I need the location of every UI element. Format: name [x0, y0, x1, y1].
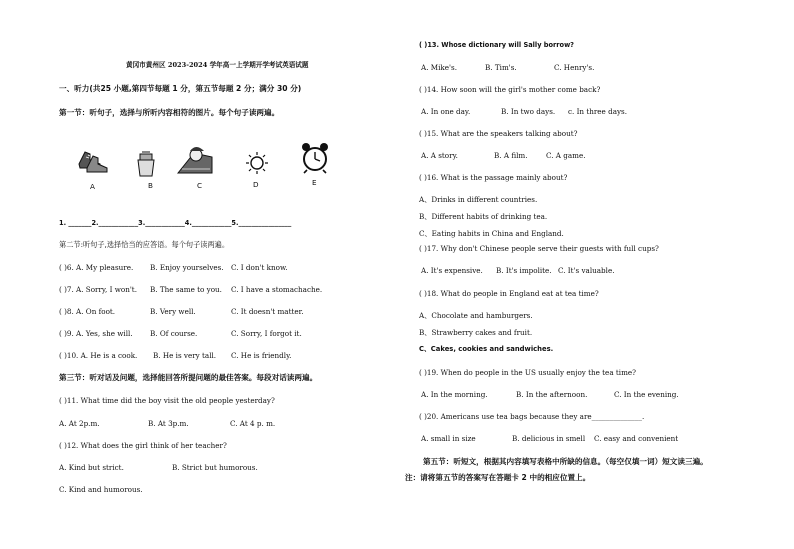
question-11: ( )11. What time did the boy visit the old people yesterday?	[59, 396, 275, 405]
option-17b: B. It's impolite.	[496, 266, 552, 275]
option-12c: C. Kind and humorous.	[59, 485, 143, 494]
shoes-picture	[76, 146, 110, 176]
option-19c: C. In the evening.	[614, 390, 679, 399]
option-6c: C. I don't know.	[231, 263, 288, 272]
option-18c: C、Cakes, cookies and sandwiches.	[419, 345, 554, 353]
option-15b: B. A film.	[494, 151, 528, 160]
option-7b: B. The same to you.	[150, 285, 222, 294]
question-17: ( )17. Why don't Chinese people serve their guests with full cups?	[419, 244, 659, 253]
picture-label-a: A	[90, 182, 95, 191]
option-13c: C. Henry's.	[554, 63, 595, 72]
question-18: ( )18. What do people in England eat at tea time?	[419, 289, 599, 298]
question-10: ( )10. A. He is a cook.	[59, 351, 138, 360]
section5-note: 注：请将第五节的答案写在答题卡 2 中的相应位置上。	[405, 473, 591, 482]
option-20a: A. small in size	[421, 434, 476, 443]
question-16: ( )16. What is the passage mainly about?	[419, 173, 568, 182]
option-8c: C. It doesn't matter.	[231, 307, 304, 316]
picture-label-c: C	[197, 181, 203, 190]
option-15c: C. A game.	[546, 151, 586, 160]
section2-heading: 第二节:听句子,选择恰当的应答语。每个句子读两遍。	[59, 240, 230, 249]
question-15: ( )15. What are the speakers talking about?	[419, 129, 578, 138]
option-16a: A、Drinks in different countries.	[419, 195, 538, 204]
option-17c: C. It's valuable.	[558, 266, 615, 275]
option-19a: A. In the morning.	[421, 390, 488, 399]
option-9b: B. Of course.	[150, 329, 198, 338]
question-8: ( )8. A. On foot.	[59, 307, 116, 316]
option-20c: C. easy and convenient	[594, 434, 679, 443]
picture-label-e: E	[312, 178, 317, 187]
option-14b: B. In two days.	[501, 107, 556, 116]
option-18b: B、Strawberry cakes and fruit.	[419, 328, 533, 337]
option-16c: C、Eating habits in China and England.	[419, 229, 564, 238]
option-17a: A. It's expensive.	[421, 266, 483, 275]
option-19b: B. In the afternoon.	[516, 390, 588, 399]
page-title: 黄冈市黄州区 2023-2024 学年高一上学期开学考试英语试题	[126, 61, 309, 69]
option-14c: c. In three days.	[568, 107, 628, 116]
question-7: ( )7. A. Sorry, I won't.	[59, 285, 137, 294]
option-6b: B. Enjoy yourselves.	[150, 263, 224, 272]
section1-heading: 第一节：听句子，选择与所听内容相符的图片。每个句子读两遍。	[59, 108, 280, 117]
option-14a: A. In one day.	[421, 107, 471, 116]
question-14: ( )14. How soon will the girl's mother come back?	[419, 85, 601, 94]
option-8b: B. Very well.	[150, 307, 196, 316]
option-15a: A. A story.	[421, 151, 458, 160]
option-12a: A. Kind but strict.	[59, 463, 124, 472]
section3-heading: 第三节：听对话及问题，选择能回答所提问题的最佳答案。每段对话读两遍。	[59, 373, 318, 382]
option-11c: C. At 4 p. m.	[230, 419, 276, 428]
option-10b: B. He is very tall.	[153, 351, 217, 360]
sun-picture	[245, 151, 269, 175]
sleeping-person-picture	[176, 143, 214, 177]
question-6: ( )6. A. My pleasure.	[59, 263, 134, 272]
option-16b: B、Different habits of drinking tea.	[419, 212, 548, 221]
picture-label-d: D	[253, 180, 259, 189]
drink-picture	[134, 150, 158, 178]
option-11a: A. At 2p.m.	[59, 419, 100, 428]
question-19: ( )19. When do people in the US usually enjoy the tea time?	[419, 368, 636, 377]
section5-heading: 第五节：听短文，根据其内容填写表格中所缺的信息。（每空仅填一词）短文读三遍。	[423, 457, 708, 466]
answer-blanks[interactable]: 1. _______2.____________3.____________4.____________5.________________	[59, 219, 292, 227]
option-7c: C. I have a stomachache.	[231, 285, 323, 294]
option-20b: B. delicious in smell	[512, 434, 586, 443]
alarm-clock-picture	[298, 142, 332, 174]
part-heading: 一、听力(共25 小题,第四节每题 1 分，第五节每题 2 分；满分 30 分)	[59, 84, 302, 93]
option-13a: A. Mike's.	[421, 63, 457, 72]
question-13: ( )13. Whose dictionary will Sally borrow?	[419, 41, 574, 49]
question-9: ( )9. A. Yes, she will.	[59, 329, 133, 338]
option-10c: C. He is friendly.	[231, 351, 292, 360]
option-12b: B. Strict but humorous.	[172, 463, 258, 472]
question-20: ( )20. Americans use tea bags because they are______________.	[419, 412, 645, 421]
option-13b: B. Tim's.	[485, 63, 517, 72]
option-11b: B. At 3p.m.	[148, 419, 189, 428]
question-12: ( )12. What does the girl think of her teacher?	[59, 441, 227, 450]
option-9c: C. Sorry, I forgot it.	[231, 329, 302, 338]
option-18a: A、Chocolate and hamburgers.	[419, 311, 533, 320]
picture-label-b: B	[148, 181, 153, 190]
